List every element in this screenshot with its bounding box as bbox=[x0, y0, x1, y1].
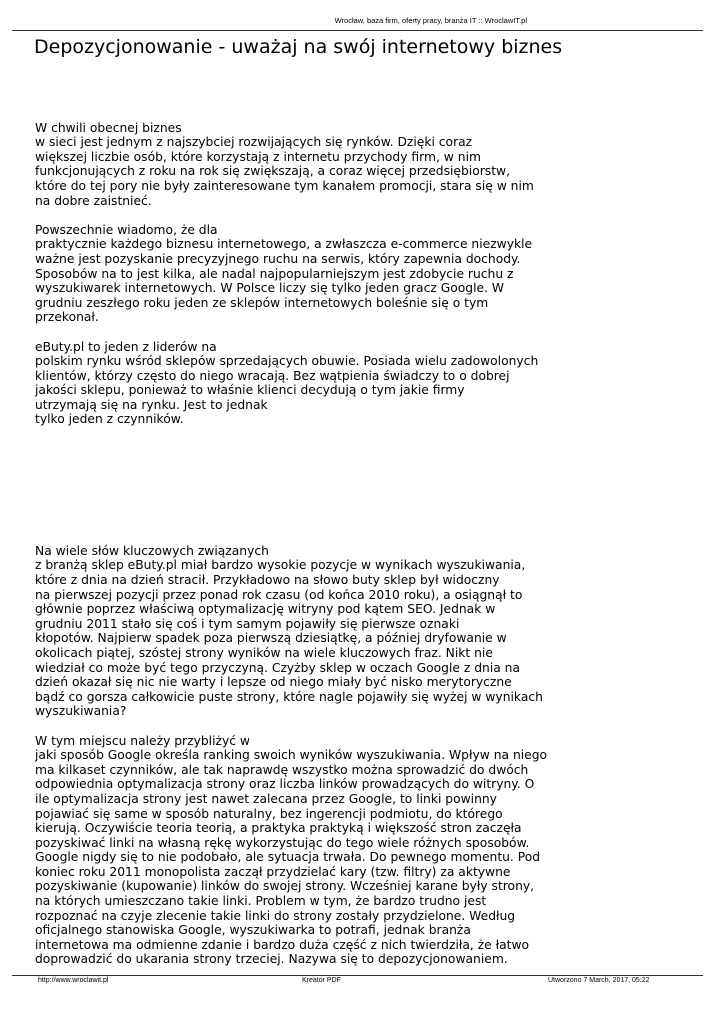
article-line: pozyskiwać linki na własną rękę wykorzystując do tego wiele różnych sposobów. bbox=[35, 835, 530, 850]
article-line: grudniu zeszłego roku jeden ze sklepów internetowych boleśnie się o tym bbox=[35, 295, 489, 310]
article-line: utrzymają się na rynku. Jest to jednak bbox=[35, 397, 268, 412]
article-body bbox=[35, 106, 595, 967]
article-line: dzień okazał się nic nie warty i lepsze od niego miały być nisko merytoryczne bbox=[35, 675, 512, 690]
article-line: ma kilkaset czynników, ale tak naprawdę wszystko można sprowadzić do dwóch bbox=[35, 762, 529, 777]
article-line: na pierwszej pozycji przez ponad rok czasu (od końca 2010 roku), a osiągnął to bbox=[35, 587, 523, 602]
footer-url[interactable]: http://www.wroclawit.pl bbox=[38, 977, 109, 984]
article-line: jaki sposób Google określa ranking swoich wyników wyszukiwania. Wpływ na niego bbox=[35, 748, 548, 763]
article-line: głównie poprzez właściwą optymalizację witryny pod kątem SEO. Jednak w bbox=[35, 602, 496, 617]
article-line: praktycznie każdego biznesu internetowego, a zwłaszcza e-commerce niezwykle bbox=[35, 237, 533, 252]
article-line: internetowa ma odmienne zdanie i bardzo duża część z nich twierdziła, że łatwo bbox=[35, 937, 530, 952]
article-line: bądź co gorsza całkowicie puste strony, które nagle pojawiły się wyżej w wynikach bbox=[35, 689, 543, 704]
article-line: z branżą sklep eButy.pl miał bardzo wysokie pozycje w wynikach wyszukiwania, bbox=[35, 558, 526, 573]
article-line: okolicach piątej, szóstej strony wyników na wiele kluczowych fraz. Nikt nie bbox=[35, 645, 493, 660]
article-line bbox=[35, 719, 595, 734]
article-line bbox=[35, 529, 595, 544]
article-line: tylko jeden z czynników. bbox=[35, 412, 184, 427]
article-line bbox=[35, 500, 595, 515]
article-line bbox=[35, 456, 595, 471]
article-line: Na wiele słów kluczowych związanych bbox=[35, 543, 269, 558]
article-line: wyszukiwania? bbox=[35, 704, 127, 719]
article-line bbox=[35, 442, 595, 457]
article-line: klientów, którzy często do niego wracają. Bez wątpienia świadczy to o dobrej bbox=[35, 368, 510, 383]
article-line: Powszechnie wiadomo, że dla bbox=[35, 222, 218, 237]
page-title: Depozycjonowanie - uważaj na swój internetowy biznes bbox=[34, 36, 563, 58]
footer-creator: Kreator PDF bbox=[302, 977, 341, 984]
header-divider bbox=[12, 30, 703, 31]
article-line: przekonał. bbox=[35, 310, 99, 325]
article-line: kierują. Oczywiście teoria teorią, a praktyka praktyką i większość stron zaczęła bbox=[35, 821, 522, 836]
article-line: na dobre zaistnieć. bbox=[35, 193, 152, 208]
article-line: doprowadzić do ukarania strony trzeciej. Nazywa się to depozycjonowaniem. bbox=[35, 952, 508, 967]
article-line: jakości sklepu, ponieważ to właśnie klienci decydują o tym jakie firmy bbox=[35, 383, 465, 398]
article-line: większej liczbie osób, które korzystają z internetu przychody firm, w nim bbox=[35, 149, 481, 164]
article-line: grudniu 2011 stało się coś i tym samym pojawiły się pierwsze oznaki bbox=[35, 616, 460, 631]
article-line bbox=[35, 515, 595, 530]
article-line: pojawiać się same w sposób naturalny, bez ingerencji podmiotu, do którego bbox=[35, 806, 503, 821]
article-line: kłopotów. Najpierw spadek poza pierwszą dziesiątkę, a później dryfowanie w bbox=[35, 631, 507, 646]
article-line: w sieci jest jednym z najszybciej rozwijających się rynków. Dzięki coraz bbox=[35, 135, 473, 150]
article-line: Sposobów na to jest kilka, ale nadal najpopularniejszym jest zdobycie ruchu z bbox=[35, 266, 514, 281]
article-line: koniec roku 2011 monopolista zaczął przydzielać kary (tzw. filtry) za aktywne bbox=[35, 864, 511, 879]
article-line: funkcjonujących z roku na rok się zwiększają, a coraz więcej przedsiębiorstw, bbox=[35, 164, 510, 179]
article-line: W tym miejscu należy przybliżyć w bbox=[35, 733, 250, 748]
article-line bbox=[35, 471, 595, 486]
article-line bbox=[35, 485, 595, 500]
article-line: które do tej pory nie były zainteresowane tym kanałem promocji, stara się w nim bbox=[35, 178, 534, 193]
article-line bbox=[35, 325, 595, 340]
article-line bbox=[35, 208, 595, 223]
article-line: rozpoznać na czyje zlecenie takie linki do strony zostały przydzielone. Według bbox=[35, 908, 516, 923]
site-header: Wrocław, baza firm, oferty pracy, branża IT :: WroclawIT.pl bbox=[334, 16, 527, 25]
article-line bbox=[35, 106, 595, 121]
article-line: polskim rynku wśród sklepów sprzedających obuwie. Posiada wielu zadowolonych bbox=[35, 354, 539, 369]
article-line: W chwili obecnej biznes bbox=[35, 120, 182, 135]
article-line: na których umieszczano takie linki. Problem w tym, że bardzo trudno jest bbox=[35, 894, 487, 909]
article-line: wiedział co może być tego przyczyną. Czyżby sklep w oczach Google z dnia na bbox=[35, 660, 521, 675]
article-line: ważne jest pozyskanie precyzyjnego ruchu na serwis, który zapewnia dochody. bbox=[35, 251, 521, 266]
article-line: oficjalnego stanowiska Google, wyszukiwarka to potrafi, jednak branża bbox=[35, 923, 471, 938]
article-line bbox=[35, 427, 595, 442]
footer-created-date: Utworzono 7 March, 2017, 05:22 bbox=[548, 977, 650, 984]
footer-divider bbox=[12, 975, 703, 976]
article-line: eButy.pl to jeden z liderów na bbox=[35, 339, 217, 354]
article-line: Google nigdy się to nie podobało, ale sytuacja trwała. Do pewnego momentu. Pod bbox=[35, 850, 541, 865]
article-line: które z dnia na dzień stracił. Przykładowo na słowo buty sklep był widoczny bbox=[35, 573, 500, 587]
article-line: ile optymalizacja strony jest nawet zalecana przez Google, to linki powinny bbox=[35, 791, 497, 806]
article-line: odpowiednia optymalizacja strony oraz liczba linków prowadzących do witryny. O bbox=[35, 777, 535, 792]
article-line: wyszukiwarek internetowych. W Polsce liczy się tylko jeden gracz Google. W bbox=[35, 281, 505, 296]
article-line: pozyskiwanie (kupowanie) linków do swojej strony. Wcześniej karane były strony, bbox=[35, 879, 535, 894]
